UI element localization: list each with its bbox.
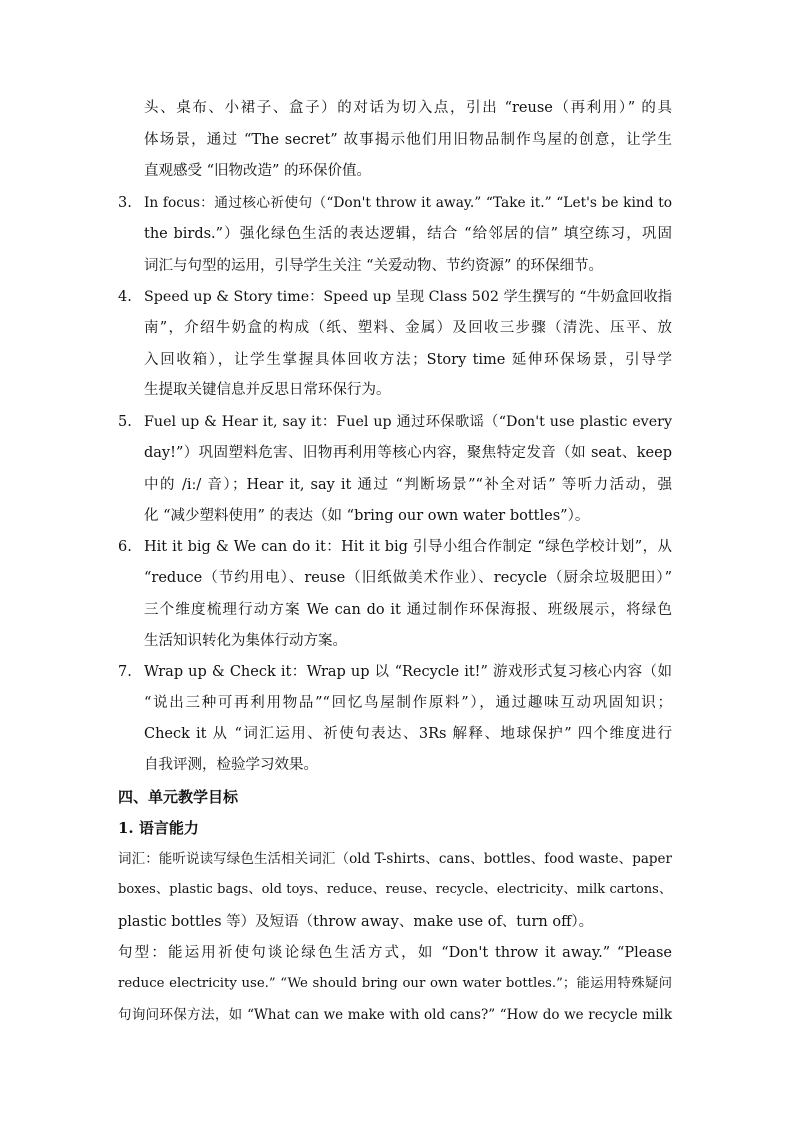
section-heading: 四、单元教学目标 xyxy=(118,788,239,806)
text-line: 词汇：能听说读写绿色生活相关词汇（old T-shirts、cans、bottles、food waste、paper xyxy=(118,851,672,867)
list-number: 7. xyxy=(118,664,132,680)
text-line: 句询问环保方法，如 “What can we make with old cans?” “How do we recycle milk xyxy=(118,1007,672,1023)
text-line: 自我评测，检验学习效果。 xyxy=(144,757,318,773)
text-line: 生提取关键信息并反思日常环保行为。 xyxy=(144,382,391,398)
text-line: In focus：通过核心祈使句（“Don't throw it away.” “Take it.” “Let's be kind to xyxy=(144,195,672,211)
text-line: 体场景，通过 “The secret” 故事揭示他们用旧物品制作鸟屋的创意，让学生 xyxy=(144,132,672,148)
subheading: 1. 语言能力 xyxy=(118,819,199,837)
text-line: 南”，介绍牛奶盒的构成（纸、塑料、金属）及回收三步骤（清洗、压平、放 xyxy=(144,320,672,336)
text-line: 词汇与句型的运用，引导学生关注 “关爱动物、节约资源” 的环保细节。 xyxy=(144,258,604,274)
text-line: Fuel up & Hear it, say it：Fuel up 通过环保歌谣（“Don't use plastic every xyxy=(144,414,672,430)
text-line: Hit it big & We can do it：Hit it big 引导小组合作制定 “绿色学校计划”，从 xyxy=(144,539,672,555)
text-line: the birds.”）强化绿色生活的表达逻辑，结合 “给邻居的信” 填空练习，巩固 xyxy=(144,226,672,242)
list-number: 3. xyxy=(118,195,132,211)
text-line: Wrap up & Check it：Wrap up 以 “Recycle it!” 游戏形式复习核心内容（如 xyxy=(144,664,672,680)
list-number: 5. xyxy=(118,414,132,430)
text-line: 化 “减少塑料使用” 的表达（如 “bring our own water bottles”）。 xyxy=(144,508,590,524)
text-line: Check it 从 “词汇运用、祈使句表达、3Rs 解释、地球保护” 四个维度进行 xyxy=(144,726,672,742)
text-line: 句型：能运用祈使句谈论绿色生活方式，如 “Don't throw it away.” “Please xyxy=(118,945,672,961)
text-line: plastic bottles 等）及短语（throw away、make use of、turn off）。 xyxy=(118,914,594,930)
text-line: boxes、plastic bags、old toys、reduce、reuse、recycle、electricity、milk cartons、 xyxy=(118,882,672,897)
text-line: 三个维度梳理行动方案 We can do it 通过制作环保海报、班级展示，将绿色 xyxy=(144,602,672,618)
text-line: 入回收箱），让学生掌握具体回收方法；Story time 延伸环保场景，引导学 xyxy=(144,352,672,368)
list-number: 4. xyxy=(118,289,132,305)
text-line: “说出三种可再利用物品”“回忆鸟屋制作原料”），通过趣味互动巩固知识； xyxy=(144,695,672,711)
list-number: 6. xyxy=(118,539,132,555)
text-line: Speed up & Story time：Speed up 呈现 Class 502 学生撰写的 “牛奶盒回收指 xyxy=(144,289,673,305)
text-line: day!”）巩固塑料危害、旧物再利用等核心内容，聚焦特定发音（如 seat、keep xyxy=(144,445,672,461)
text-line: 头、桌布、小裙子、盒子）的对话为切入点，引出 “reuse（再利用）” 的具 xyxy=(144,100,672,116)
text-line: reduce electricity use.” “We should bring our own water bottles.”；能运用特殊疑问 xyxy=(118,976,672,991)
text-line: 直观感受 “旧物改造” 的环保价值。 xyxy=(144,163,372,179)
text-line: “reduce（节约用电）、reuse（旧纸做美术作业）、recycle（厨余垃圾肥田）” xyxy=(144,570,672,586)
text-line: 中的 /iː/ 音）；Hear it, say it 通过 “判断场景”“补全对话” 等听力活动，强 xyxy=(144,477,672,493)
text-line: 生活知识转化为集体行动方案。 xyxy=(144,633,347,649)
